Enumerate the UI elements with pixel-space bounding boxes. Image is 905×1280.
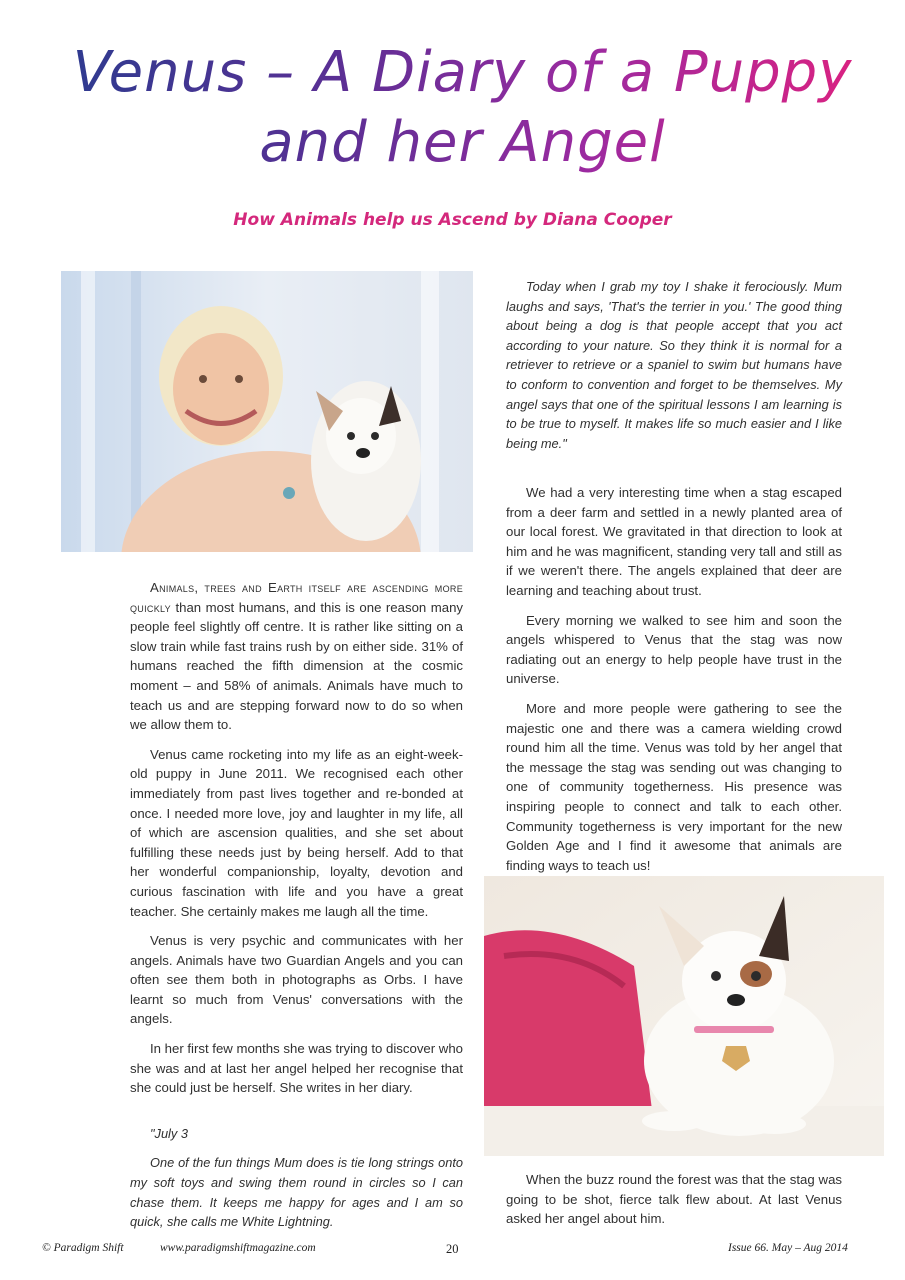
photo-woman-with-dog xyxy=(61,271,473,552)
paragraph: More and more people were gathering to see the majestic one and there was a camera wielding crowd round him all the time. Venus was told by her angel that the message the stag was sending out was changing to one of community togetherness. His presence was inspiring people to connect and talk to each other. Community togetherness is very important for the new Golden Age and I find it awesome that animals are finding ways to teach us! xyxy=(506,700,842,873)
diary-paragraph: Today when I grab my toy I shake it ferociously. Mum laughs and says, 'That's the terrier in you.' The good thing about being a dog is that people accept that you act according to your nature. So they think it is normal for a retriever to retrieve or a spaniel to swim but humans have to conform to convention and forget to be themselves. My angel says that one of the spiritual lessons I am learning is to be true to myself. It makes life so much easier and I like being me." xyxy=(506,279,842,451)
title-line-2: and her Angel xyxy=(259,110,666,175)
footer-website: www.paradigmshiftmagazine.com xyxy=(160,1242,316,1254)
article-subtitle: How Animals help us Ascend by Diana Cooper xyxy=(233,210,672,230)
footer-page-number: 20 xyxy=(446,1242,459,1256)
right-column-top xyxy=(506,277,842,463)
paragraph: When the buzz round the forest was that the stag was going to be shot, fierce talk flew about. At last Venus asked her angel about him. xyxy=(506,1172,842,1227)
right-column-bottom xyxy=(506,1170,842,1239)
left-column xyxy=(130,578,463,1242)
intro-text: than most humans, and this is one reason many people feel slightly off centre. It is rather like sitting on a slow train while fast trains rush by on either side. 31% of humans reached the fifth dimension at the cosmic moment – and 58% of animals. Animals have much to teach us and are stepping forward now to do so when we allow them to. xyxy=(130,599,463,733)
paragraph-intro xyxy=(130,578,463,735)
paragraph: We had a very interesting time when a stag escaped from a deer farm and settled in a newly planted area of our local forest. We gravitated in that direction to look at him and he was magnificent, standing very tall and still as if we weren't there. The angels explained that deer are learning and teaching about trust. xyxy=(506,485,842,598)
paragraph: Venus is very psychic and communicates with her angels. Animals have two Guardian Angels and you can often see them both in photographs as Orbs. I have learnt so much from Venus' conversations with the angels. xyxy=(130,933,463,1027)
footer-issue: Issue 66. May – Aug 2014 xyxy=(728,1242,848,1254)
photo-dog-on-cushion xyxy=(484,876,884,1156)
paragraph: Every morning we walked to see him and soon the angels whispered to Venus that the stag was now radiating out an energy to help people have trust in the universe. xyxy=(506,612,842,687)
paragraph: In her first few months she was trying to discover who she was and at last her angel helped her recognise that she could just be herself. She writes in her diary. xyxy=(130,1041,463,1096)
paragraph: Venus came rocketing into my life as an eight-week-old puppy in June 2011. We recognised each other immediately from past lives together and re-bonded at once. I needed more love, joy and laughter in my life, all of which are ascension qualities, and she set about fulfilling these needs just by being herself. Add to that her wonderful companionship, loyalty, devotion and curious fascination with life and you have a great teacher. She certainly makes me laugh all the time. xyxy=(130,746,463,919)
footer-copyright: © Paradigm Shift xyxy=(42,1242,124,1254)
diary-date: "July 3 xyxy=(150,1125,188,1141)
intro-lead-in: Animals, trees and Earth itself are ascending more quickly xyxy=(130,580,463,615)
article-title xyxy=(40,38,885,178)
title-line-1: Venus – A Diary of a Puppy xyxy=(72,40,853,105)
right-column-middle xyxy=(506,483,842,885)
diary-paragraph: One of the fun things Mum does is tie long strings onto my soft toys and swing them round in circles so I can chase them. It keeps me happy for ages and I am so quick, she calls me White Lightning. xyxy=(130,1155,463,1230)
